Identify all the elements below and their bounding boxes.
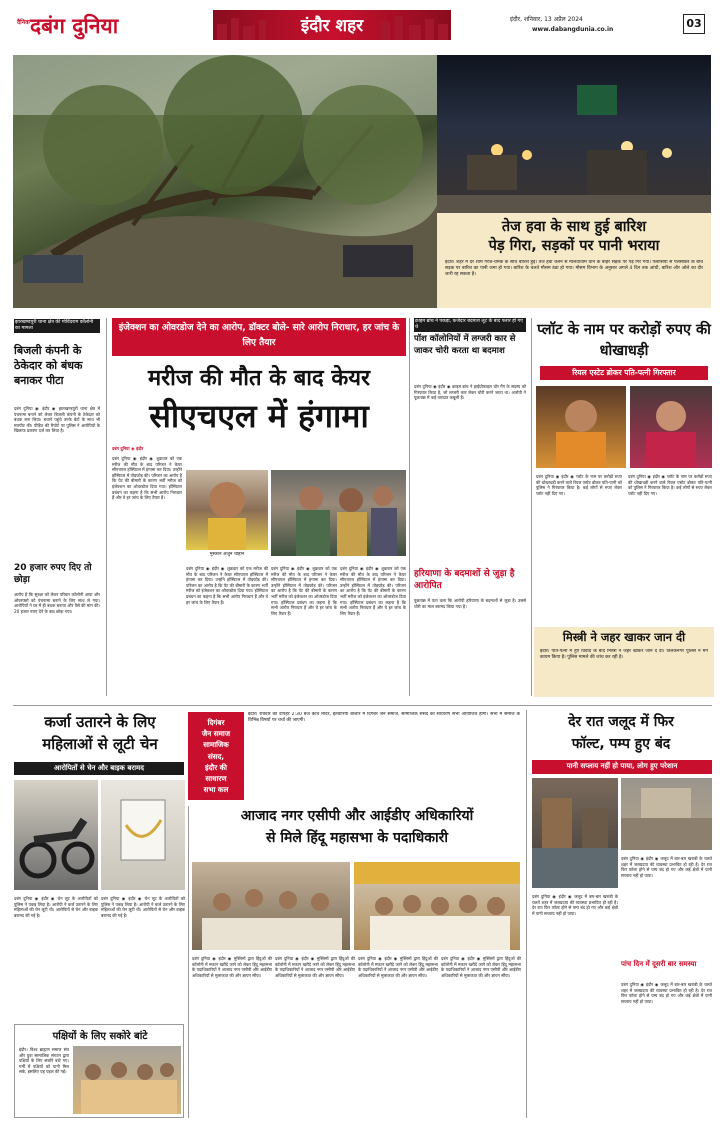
fraud-subhead: रियल एस्टेट ब्रोकर पति-पत्नी गिरफ्तार: [572, 368, 676, 377]
storm-headline-box: [437, 213, 711, 308]
birds-photo: [73, 1046, 181, 1114]
mistri-headline: मिस्त्री ने जहर खाकर जान दी: [562, 630, 686, 644]
fraud-photo-man: [536, 386, 626, 468]
hospital-body-col4: दबंग दुनिया ◉ इंदौर ◉ शुक्रवार को एक मरीज की मौत के बाद परिजन ने केयर सीएचएल हॉस्पिटल में हंगामा कर दिया। उन्होंने हॉस्पिटल में तोड़फोड़ की। परिजन का आरोप है कि पेट की बीमारी के कारण भर्ती मरीज को इंजेक्शन का ओवरडोज दिया गया। हॉस्पिटल प्रबंधन का कहना है कि सभी आरोप निराधार हैं और वे हर जांच के लिए तैयार हैं।: [340, 566, 406, 616]
electric-body: दबंग दुनिया ◉ इंदौर ◉ झारखण्डपुरी थाना क्षेत्र में पंचनामा बनाने को लेकर बिजली कंपनी के ठेकेदार को बंधक बना लिया। बचाने पहुंचे उनके बेटों के साथ भी मारपीट की। पीड़ित की रिपोर्ट पर पुलिस ने आरोपियों के खिलाफ प्रकरण दर्ज कर लिया है।: [14, 406, 100, 434]
flooding-photo-street: [532, 778, 618, 888]
column-divider: [526, 710, 527, 1118]
flooding-photo-road: [621, 778, 712, 850]
birds-body: इंदौर। विश्व ब्राह्मण समाज संघ और युवा सामाजिक संगठन द्वारा पक्षियों के लिए सकोरे बांटे गए। गर्मी में पक्षियों को पानी मिल सके, इसलिए यह पहल की गई।: [19, 1047, 69, 1075]
hospital-photo-portrait: [186, 470, 268, 550]
flooding-headline-2: फॉल्ट, पम्प हुए बंद: [571, 736, 671, 752]
jain-line: दिगंबर: [207, 718, 225, 727]
masthead: [0, 0, 725, 46]
skyline-banner: [213, 10, 451, 40]
storm-caption: इंदौर। शहर में देर शाम गरज-चमक के साथ बारिश हुई। तेज हवा चलने से मालवाधाम थाने के बाहर सड़क पर पेड़ गिर गया। पलासिया से पलसीकर के बीच सड़क पर बारिश का पानी जमा हो गया। बारिश के चलते मौसम ठंडा हो गया। मौसम विभाग के अनुसार अगले 4 दिन तक आंधी, बारिश और ओले का दौर जारी रह सकता है।: [445, 260, 703, 277]
acp-body-col2: दबंग दुनिया ◉ इंदौर ◉ मुस्लिमों द्वारा हिंदुओं की कॉलोनी में मकान खरीदे जाने को लेकर हिंदू महासभा के पदाधिकारियों ने आजाद नगर एसीपी और आईडीए अधिकारियों से मुलाकात की और ज्ञापन सौंपा।: [275, 956, 355, 978]
storm-headline-1: तेज हवा के साथ हुई बारिश: [501, 219, 647, 235]
jain-line: साधारण: [205, 774, 227, 784]
colonies-subhead: हरियाणा के बदमाशों से जुड़ा है आरोपित: [414, 569, 515, 591]
flooding-kicker: पानी सप्लाय नहीं हो पाया, लोग हुए परेशान: [566, 762, 678, 770]
website[interactable]: www.dabangdunia.co.in: [532, 26, 614, 33]
colonies-body-2: पूछताछ में पता चला कि आरोपी हरियाणा के बदमाशों से जुड़ा है। उससे चोरी का माल बरामद किया गया है।: [414, 598, 526, 609]
jain-line: सामाजिक: [203, 740, 229, 750]
hospital-kicker-box: [112, 318, 406, 356]
fraud-photo-woman: [630, 386, 712, 468]
jain-line: संसद,: [207, 751, 225, 761]
logo[interactable]: दबंग दुनिया: [30, 13, 119, 38]
hospital-kicker: इंजेक्शन का ओवरडोज देने का आरोप, डॉक्टर बोले- सारे आरोप निराधार, हर जांच के लिए तैयार: [118, 323, 400, 348]
mistri-body: इंदौर। पति-पत्नी में हुए विवाद के बाद मिस्त्री ने जहर खाकर जान दे दी। तिलकनगर पुलिस ने मर्ग कायम किया है। पुलिस मामले की जांच कर रही है।: [540, 649, 708, 660]
flooding-subhead: पांच दिन में दूसरी बार समस्या: [621, 960, 697, 968]
chain-body-col2: दबंग दुनिया ◉ इंदौर ◉ चेन लूट के आरोपितों को पुलिस ने पकड़ लिया है। आरोपी ने कर्ज उतारने के लिए महिलाओं की चेन लूटी थी। आरोपितों से चेन और बाइक बरामद की गई है।: [101, 896, 185, 918]
flooding-kicker-bar: [532, 760, 712, 774]
acp-body: दबंग दुनिया ◉ इंदौर ◉ मुस्लिमों द्वारा हिंदुओं की कॉलोनी में मकान खरीदे जाने को लेकर हिंदू महासभा के पदाधिकारियों ने आजाद नगर एसीपी और आईडीए अधिकारियों से मुलाकात की और ज्ञापन सौंपा।: [192, 956, 272, 978]
acp-body-col4: दबंग दुनिया ◉ इंदौर ◉ मुस्लिमों द्वारा हिंदुओं की कॉलोनी में मकान खरीदे जाने को लेकर हिंदू महासभा के पदाधिकारियों ने आजाद नगर एसीपी और आईडीए अधिकारियों से मुलाकात की और ज्ञापन सौंपा।: [441, 956, 521, 978]
acp-headline-2: से मिले हिंदू महासभा के पदाधिकारी: [266, 830, 448, 846]
hospital-photo-caption: मुस्कान अर्जुन चौहान: [209, 552, 245, 557]
birds-box: [14, 1024, 184, 1118]
electric-subhead: 20 हजार रुपए दिए तो छोड़ा: [14, 563, 92, 585]
hospital-body-col2: दबंग दुनिया ◉ इंदौर ◉ शुक्रवार को एक मरीज की मौत के बाद परिजन ने केयर सीएचएल हॉस्पिटल में हंगामा कर दिया। उन्होंने हॉस्पिटल में तोड़फोड़ की। परिजन का आरोप है कि पेट की बीमारी के कारण भर्ती मरीज को इंजेक्शन का ओवरडोज दिया गया। हॉस्पिटल प्रबंधन का कहना है कि सभी आरोप निराधार हैं और वे हर जांच के लिए तैयार हैं।: [186, 566, 268, 605]
chain-photo-police: [101, 780, 185, 890]
horizontal-rule: [13, 705, 712, 706]
birds-headline: पक्षियों के लिए सकोरे बांटे: [52, 1031, 148, 1042]
column-divider: [188, 806, 189, 1118]
chain-headline-2: महिलाओं से लूटी चेन: [42, 735, 158, 753]
flooding-body-col2b: दबंग दुनिया ◉ इंदौर ◉ जलूद में बार-बार खराबी के चलते शहर में जलप्रदाय की व्यवस्था प्रभावित हो रही है। देर रात फिर फॉल्ट होने से पम्प बंद हो गए और कई क्षेत्रों में पानी सप्लाय नहीं हो पाया।: [621, 982, 712, 1004]
hospital-photo-crowd: [271, 470, 406, 556]
acp-body-col3: दबंग दुनिया ◉ इंदौर ◉ मुस्लिमों द्वारा हिंदुओं की कॉलोनी में मकान खरीदे जाने को लेकर हिंदू महासभा के पदाधिकारियों ने आजाद नगर एसीपी और आईडीए अधिकारियों से मुलाकात की और ज्ञापन सौंपा।: [358, 956, 438, 978]
jain-box: [188, 712, 244, 800]
dateline: इंदौर, शनिवार, 13 अप्रैल 2024: [510, 16, 583, 23]
section-title: इंदौर शहर: [300, 16, 364, 36]
jain-body: इंदौर। रविवार को दोपहर 2:30 बजे कांच मंदिर, इतवारिया बाजार में दिगंबर जैन समाज, सामाजिक संसद की साधारण सभा आयोजित होगी। सभा में समाज के विभिन्न विषयों पर चर्चा की जाएगी।: [248, 712, 520, 723]
acp-photo-meeting: [192, 862, 350, 950]
logo-small: दैनिक: [17, 19, 30, 26]
colonies-headline: पॉश कॉलोनियों में लग्जरी कार से जाकर चोरी करता था बदमाश: [414, 334, 516, 356]
hospital-headline-1: मरीज की मौत के बाद केयर: [148, 366, 370, 391]
fraud-headline: प्लॉट के नाम पर करोड़ों रुपए की धोखाधड़ी: [537, 322, 711, 359]
column-divider: [106, 318, 107, 696]
storm-headline-2: पेड़ गिरा, सड़कों पर पानी भराया: [488, 238, 660, 254]
colonies-body: दबंग दुनिया ◉ इंदौर ◉ क्राइम ब्रांच ने हाईप्रोफाइल चोर गैंग के सदस्य को गिरफ्तार किया है, जो लग्जरी कार लेकर चोरी करने जाता था। आरोपी ने पूछताछ में कई वारदात कबूली हैं।: [414, 384, 526, 401]
chain-body: दबंग दुनिया ◉ इंदौर ◉ चेन लूट के आरोपितों को पुलिस ने पकड़ लिया है। आरोपी ने कर्ज उतारने के लिए महिलाओं की चेन लूटी थी। आरोपितों से चेन और बाइक बरामद की गई है।: [14, 896, 98, 918]
jain-line: सभा कल: [203, 785, 229, 795]
hospital-body: दबंग दुनिया ◉ इंदौर ◉ शुक्रवार को एक मरीज की मौत के बाद परिजन ने केयर सीएचएल हॉस्पिटल में हंगामा कर दिया। उन्होंने हॉस्पिटल में तोड़फोड़ की। परिजन का आरोप है कि पेट की बीमारी के कारण भर्ती मरीज को इंजेक्शन का ओवरडोज दिया गया। हॉस्पिटल प्रबंधन का कहना है कि सभी आरोप निराधार हैं और वे हर जांच के लिए तैयार हैं।: [112, 456, 182, 501]
chain-kicker-bar: [14, 762, 184, 775]
page-number: 03: [683, 14, 705, 34]
mistri-box: [534, 627, 714, 697]
chain-photo-bike: [14, 780, 98, 890]
flooding-headline-1: देर रात जलूद में फिर: [568, 714, 674, 730]
electric-kicker: झारखण्डपुरी थाना क्षेत्र की गोविंदराम कॉलोनी का मामला: [14, 319, 100, 333]
chain-headline-1: कर्जा उतारने के लिए: [44, 713, 156, 731]
fallen-tree-photo: [13, 55, 437, 308]
column-divider: [531, 318, 532, 696]
jain-line: इंदौर की: [204, 762, 228, 772]
chain-kicker: आरोपितों से चेन और बाइक बरामद: [54, 764, 144, 772]
night-traffic-photo: [437, 55, 711, 213]
jain-box-lines: [188, 717, 244, 795]
fraud-subhead-bar: [540, 366, 708, 380]
colonies-kicker: क्राइम ब्रांच ने पकड़ा, कर्जदार बदमाश लूट के बाद फरार हो गए थे: [414, 318, 526, 332]
fraud-body: दबंग दुनिया ◉ इंदौर ◉ प्लॉट के नाम पर करोड़ों रुपए की धोखाधड़ी करने वाले रियल एस्टेट ब्रोकर पति-पत्नी को पुलिस ने गिरफ्तार किया है। कई लोगों से रुपए लेकर प्लॉट नहीं दिए गए।: [536, 474, 622, 496]
acp-headline-1: आजाद नगर एसीपी और आईडीए अधिकारियों: [240, 808, 474, 824]
hospital-body-col3: दबंग दुनिया ◉ इंदौर ◉ शुक्रवार को एक मरीज की मौत के बाद परिजन ने केयर सीएचएल हॉस्पिटल में हंगामा कर दिया। उन्होंने हॉस्पिटल में तोड़फोड़ की। परिजन का आरोप है कि पेट की बीमारी के कारण भर्ती मरीज को इंजेक्शन का ओवरडोज दिया गया। हॉस्पिटल प्रबंधन का कहना है कि सभी आरोप निराधार हैं और वे हर जांच के लिए तैयार हैं।: [271, 566, 337, 616]
flooding-body: दबंग दुनिया ◉ इंदौर ◉ जलूद में बार-बार खराबी के चलते शहर में जलप्रदाय की व्यवस्था प्रभावित हो रही है। देर रात फिर फॉल्ट होने से पम्प बंद हो गए और कई क्षेत्रों में पानी सप्लाय नहीं हो पाया।: [532, 894, 618, 916]
fraud-body-col2: दबंग दुनिया ◉ इंदौर ◉ प्लॉट के नाम पर करोड़ों रुपए की धोखाधड़ी करने वाले रियल एस्टेट ब्रोकर पति-पत्नी को पुलिस ने गिरफ्तार किया है। कई लोगों से रुपए लेकर प्लॉट नहीं दिए गए।: [628, 474, 712, 496]
electric-body-2: आरोप है कि सुरक्षा को लेकर परिवार कॉलोनी आया और ओवरफ्लो को पंचनामा बनाने के लिए साथ ले गया। आरोपियों ने घर में ही बंधक बनाया और पैसे की मांग की। 20 हजार रुपए देने के बाद छोड़ा गया।: [14, 592, 100, 614]
jain-line: जैन समाज: [201, 729, 231, 739]
acp-photo-group: [354, 862, 520, 950]
column-divider: [409, 318, 410, 696]
hospital-byline: दबंग दुनिया ◉ इंदौर: [112, 446, 144, 451]
flooding-body-col2: दबंग दुनिया ◉ इंदौर ◉ जलूद में बार-बार खराबी के चलते शहर में जलप्रदाय की व्यवस्था प्रभावित हो रही है। देर रात फिर फॉल्ट होने से पम्प बंद हो गए और कई क्षेत्रों में पानी सप्लाय नहीं हो पाया।: [621, 856, 712, 878]
electric-headline: बिजली कंपनी के ठेकेदार को बंधक बनाकर पीटा: [14, 344, 83, 387]
hospital-headline-2: सीएचएल में हंगामा: [149, 397, 369, 435]
